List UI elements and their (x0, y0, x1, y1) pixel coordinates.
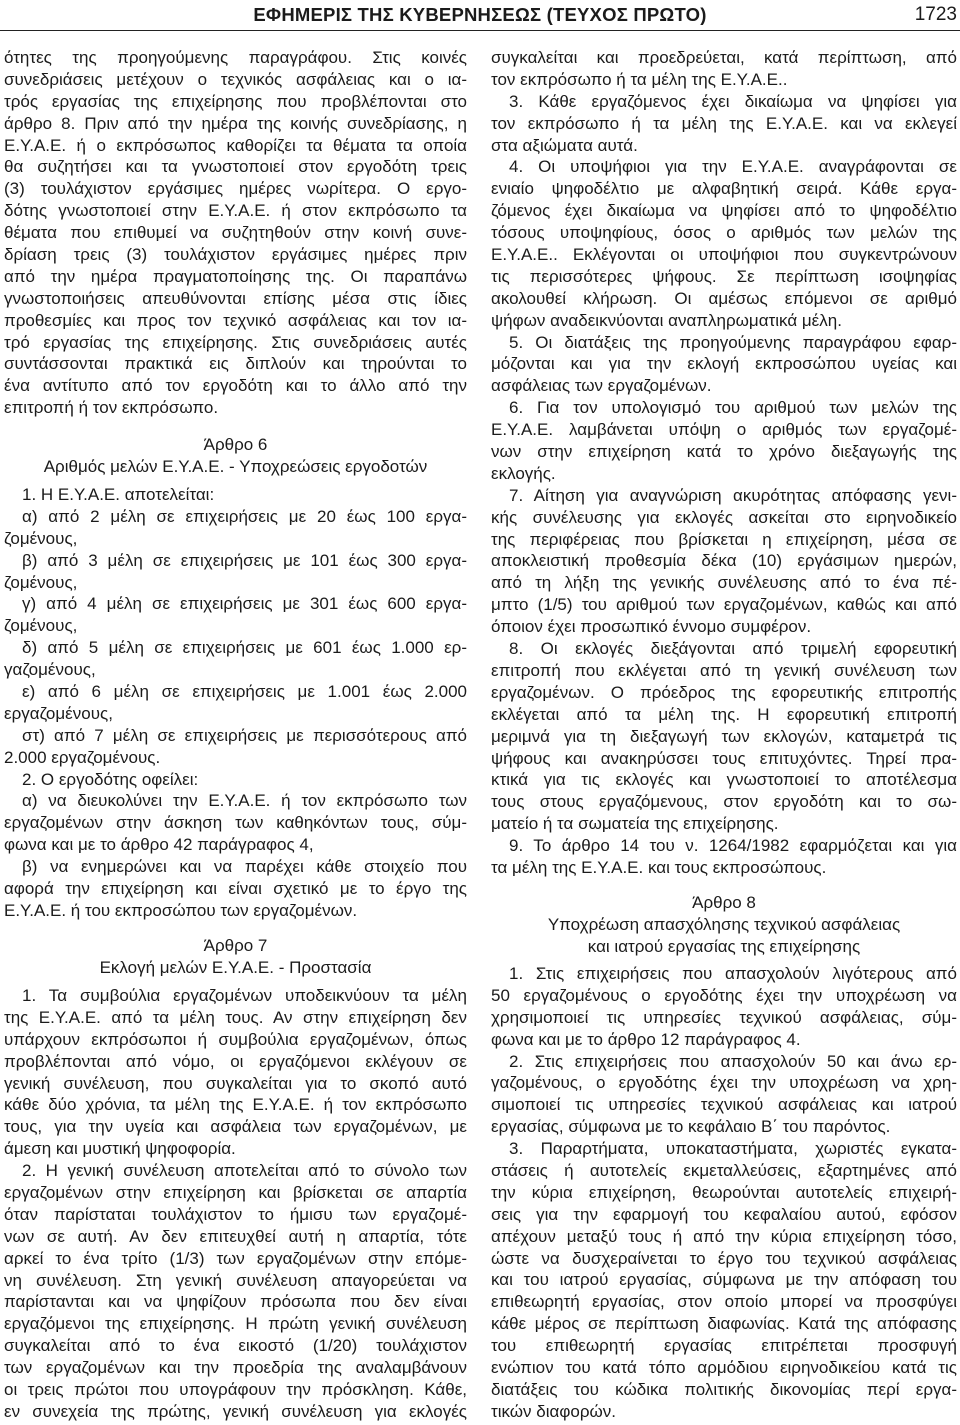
text-line: από τη λήξη της γενικής συνέλευσης από το ένα πέ- (491, 573, 957, 593)
text-line: εργαζομένους, (4, 703, 113, 723)
text-line: την κύρια επιχείρηση, θεωρούνται αυτοτελείς επιχειρή- (491, 1182, 957, 1202)
text-line: της Ε.Υ.Α.Ε. από τα μέλη τους. Αν στην επιχείρηση δεν (4, 1007, 467, 1027)
text-line: 50 εργαζομένους ο εργοδότης έχει την υποχρέωση να (491, 985, 957, 1005)
text-line: δ) από 5 μέλη σε επιχειρήσεις με 601 έως 1.000 ερ- (22, 638, 467, 658)
text-line: τικών διαφορών. (491, 1401, 616, 1421)
text-line: ζόμενος έχει δικαίωμα να ψηφίσει από το ψηφοδέλτιο (491, 201, 957, 221)
text-line: 1. Τα συμβούλια εργαζομένων υποδεικνύουν τα μέλη (22, 986, 467, 1005)
text-line: 5. Οι διατάξεις της προηγούμενης παραγράφου εφαρ- (509, 332, 957, 352)
text-line: τα μέλη της Ε.Υ.Α.Ε. και τους εκπροσώπους. (491, 857, 827, 877)
text-line: 2. Στις επιχειρήσεις που απασχολούν 50 και άνω ερ- (509, 1051, 957, 1071)
text-line: ώστε να δυσχεραίνεται το έργο του τεχνικού ασφάλειας (491, 1248, 957, 1268)
text-line: απέχουν μεταξύ τους ή από την κύρια επιχείρηση τόσο, (491, 1226, 957, 1246)
text-line: μπτο (1/5) του αριθμού των εργαζομένων, καθώς και από (491, 595, 957, 615)
text-line: Ε.Υ.Α.Ε. λαμβάνεται υπόψη ο αριθμός των εργαζομέ- (491, 420, 957, 440)
text-line: σιμοποιεί τις υπηρεσίες τεχνικού ασφάλειας και ιατρού (491, 1095, 957, 1115)
text-line: αποκλειστική προθεσμία δέκα (10) εργάσιμων ημερών, (491, 551, 957, 571)
text-line: συνεδριάσεις μετέχουν ο τεχνικός ασφάλειας και ο ια- (4, 69, 467, 89)
article-8-body (491, 963, 957, 1423)
text-line: εργασίας, σύμφωνα με το κεφάλαιο Β΄ του παρόντος. (491, 1117, 891, 1137)
article-7-heading: Άρθρο 7 (203, 936, 268, 955)
text-line: ενώπιον του κατά τόπο αρμόδιου ειρηνοδικείου κατά τις (491, 1358, 957, 1378)
text-line: 3. Κάθε εργαζόμενος έχει δικαίωμα να ψηφίσει για (509, 91, 957, 111)
text-line: 2.000 εργαζομένους. (4, 747, 161, 767)
text-line: εργαζομένων. Ο πρόεδρος της εφορευτικής επιτροπής (491, 682, 957, 702)
text-line: ε) από 6 μέλη σε επιχειρήσεις με 1.001 έως 2.000 (22, 682, 467, 702)
article-6-heading: Άρθρο 6 (203, 435, 268, 454)
text-line: ζομένους, (4, 616, 78, 636)
text-line: ματείο ή τα σωματεία της επιχείρησης. (491, 814, 779, 834)
text-line: 2. Ο εργοδότης οφείλει: (22, 769, 199, 789)
text-line: ασφάλειας των εργαζομένων. (491, 376, 712, 396)
article-6-title: Αριθμός μελών Ε.Υ.Α.Ε. - Υποχρεώσεις εργοδοτών (43, 456, 428, 476)
article-7-body (4, 985, 467, 1423)
text-line: δότης γνωστοποιεί στην Ε.Υ.Α.Ε. ή στον εκπρόσωπο τα (4, 201, 467, 221)
right-continuation-text (491, 47, 957, 879)
article-6-header (4, 434, 467, 478)
text-line: άμεση και μυστική ψηφοφορία. (4, 1139, 236, 1159)
text-line: ένα αντίτυπο από τον εργοδότη και το άλλο από την (4, 376, 467, 396)
article-8-header (491, 892, 957, 958)
text-line: κάθε δύο χρόνια, τα μέλη της Ε.Υ.Α.Ε. ή τον εκπρόσωπο (4, 1095, 467, 1115)
article-7-header (4, 935, 467, 979)
text-line: εργαζομένων στην άσκηση των καθηκόντων τους, σύμ- (4, 813, 467, 833)
text-line: ακολουθεί κλήρωση. Οι αμέσως επόμενοι σε αριθμό (491, 288, 957, 308)
text-line: άρθρο 8. Πριν από την ημέρα της κοινής συνεδρίασης, η (4, 113, 467, 133)
text-line: νη συνέλευση. Στη γενική συνέλευση απαγορεύεται να (4, 1270, 467, 1290)
text-line: του επιθεωρητή εργασίας επιτρέπεται προσφυγή (491, 1336, 957, 1356)
text-line: 4. Οι υποψήφιοι για την Ε.Υ.Α.Ε. αναγράφονται σε (509, 157, 957, 177)
text-line: κάθε μέρος σε περίπτωση διαφωνίας. Κατά της απόφασης (491, 1314, 957, 1334)
text-line: ψήφους και ανακηρύσσει τους επιτυχόντες. Τηρεί πρα- (491, 748, 957, 768)
text-line: 6. Για τον υπολογισμό του αριθμού των μελών της (509, 398, 957, 418)
text-line: Ε.Υ.Α.Ε. ή του εκπροσώπου των εργαζομένων. (4, 900, 358, 920)
text-line: επιτροπή που εκλέγεται από τη γενική συνέλευση των (491, 660, 957, 680)
text-line: β) από 3 μέλη σε επιχειρήσεις με 101 έως 300 εργα- (22, 550, 467, 570)
text-line: 9. Το άρθρο 14 του ν. 1264/1982 εφαρμόζεται και για (509, 836, 957, 856)
text-line: προθεσμίες και προς τον τεχνικό ασφάλειας και τον ια- (4, 310, 467, 330)
text-line: γενική συνέλευση, που συγκαλείται για το σκοπό αυτό (4, 1073, 467, 1093)
text-line: των εργαζομένων και την προεδρία της αναλαμβάνουν (4, 1358, 467, 1378)
text-line: (3) τουλάχιστον εργάσιμες ημέρες νωρίτερα. Ο εργο- (4, 179, 467, 199)
text-line: νων σε αυτή. Αν δεν επιτευχθεί αυτή η απαρτία, τότε (4, 1226, 467, 1246)
text-line: θα συζητήσει και τα γνωστοποιεί στον εργοδότη τρεις (4, 157, 467, 177)
text-line: όταν παρίσταται τουλάχιστον το ήμισυ των εργαζομέ- (4, 1204, 467, 1224)
left-continuation-text (4, 47, 467, 419)
page-number: 1723 (914, 4, 957, 25)
text-line: χρησιμοποιεί τις υπηρεσίες τεχνικού ασφάλειας, σύμ- (491, 1007, 957, 1027)
text-line: εργαζομένων στην επιχείρηση και βρίσκεται σε απαρτία (4, 1183, 467, 1203)
text-line: γαζομένους, (4, 660, 96, 680)
text-line: τον εκπρόσωπο ή τα μέλη της Ε.Υ.Α.Ε.. (491, 69, 788, 89)
text-line: 3. Παραρτήματα, υποκαταστήματα, χωριστές εγκατα- (509, 1139, 957, 1159)
text-line: αρκεί το ένα τρίτο (1/3) των εργαζομένων στην επόμε- (4, 1248, 467, 1268)
header-divider (0, 30, 960, 31)
text-line: τους στους εργαζόμενους, στον εργοδότη και το σω- (491, 792, 957, 812)
text-line: τόσους υποψηφίους, όσος ο αριθμός των μελών της (491, 223, 957, 243)
text-line: φωνα και με το άρθρο 12 παράγραφος 4. (491, 1029, 801, 1049)
text-line: στάσεις ή αυτοτελείς εκμεταλλεύσεις, εξαρτημένες από (491, 1161, 957, 1181)
text-line: από την ημέρα πραγματοποίησης της. Οι παραπάνω (4, 266, 467, 286)
text-line: της περιφέρειας που βρίσκεται η επιχείρηση, μέσα σε (491, 529, 957, 549)
text-line: συγκαλείται από το ένα εικοστό (1/20) τουλάχιστον (4, 1336, 467, 1356)
text-line: νων στην επιχείρηση κατά το χρόνο διεξαγωγής της (491, 442, 957, 462)
gazette-header-title: ΕΦΗΜΕΡΙΣ ΤΗΣ ΚΥΒΕΡΝΗΣΕΩΣ (ΤΕΥΧΟΣ ΠΡΩΤΟ) (253, 4, 707, 25)
text-line: συντάσσονται πρακτικά εις διπλούν και τηρούνται το (4, 354, 467, 374)
text-line: ψήφων αναδεικνύονται αναπληρωματικά μέλη. (491, 310, 842, 330)
text-line: σεις για την εφαρμογή του κεφαλαίου αυτού, εφόσον (491, 1204, 957, 1224)
text-line: επιτροπή ή τον εκπρόσωπο. (4, 398, 219, 418)
text-line: αφορά την επιχείρηση και είναι σχετικό με το έργο της (4, 879, 467, 899)
text-line: φωνα και με το άρθρο 42 παράγραφος 4, (4, 835, 314, 855)
text-line: εκλογής. (491, 463, 556, 483)
text-line: γνωστοποιήσεις απευθύνονται επίσης μέσα στις ίδιες (4, 288, 467, 308)
text-line: ζομένους, (4, 572, 78, 592)
text-line: τις περισσότερες ψήφους. Σε περίπτωση ισοψηφίας (491, 266, 957, 286)
text-line: παρίστανται και να ψηφίζουν πρόσωπα που δεν είναι (4, 1292, 467, 1312)
text-line: κής συνέλευσης για εκλογές ασκείται στο ειρηνοδικείο (491, 507, 957, 527)
text-line: όποιον έχει προσωπικό έννομο συμφέρον. (491, 617, 812, 637)
text-line: τρό εργασίας της επιχείρησης. Στις συνεδριάσεις αυτές (4, 332, 467, 352)
article-7-title: Εκλογή μελών Ε.Υ.Α.Ε. - Προστασία (99, 957, 372, 977)
text-line: εκλέγεται από τα μέλη της. Η εφορευτική επιτροπή (491, 704, 957, 724)
text-line: προβλέπονται από νόμο, οι εργαζόμενοι εκλέγουν σε (4, 1051, 467, 1071)
text-line: Ε.Υ.Α.Ε.. Εκλέγονται οι υποψήφιοι που συγκεντρώνουν (491, 245, 957, 265)
text-line: επιθεωρητή εργασίας, στον οποίο μπορεί να προσφύγει (491, 1292, 957, 1312)
text-line: εν συνεχεία της πρώτης, γενική συνέλευση για εκλογές (4, 1401, 467, 1421)
text-line: ζομένους, (4, 528, 78, 548)
text-line: και του ιατρού εργασίας, σύμφωνα με την απόφαση του (491, 1270, 957, 1290)
text-line: εργαζόμενοι της επιχείρησης. Η πρώτη γενική συνέλευση (4, 1314, 467, 1334)
text-line: διατάξεις του κώδικα πολιτικής δικονομίας περί εργα- (491, 1379, 957, 1399)
text-line: τον εκπρόσωπο ή τα μέλη της Ε.Υ.Α.Ε. και να εκλεγεί (491, 113, 957, 133)
text-line: στα αξιώματα αυτά. (491, 135, 638, 155)
text-line: γαζομένους, ο εργοδότης έχει την υποχρέωση να χρη- (491, 1073, 957, 1093)
text-line: γ) από 4 μέλη σε επιχειρήσεις με 301 έως 600 εργα- (22, 594, 467, 614)
text-line: κτικά για τις εκλογές και γνωστοποιεί το αποτέλεσμα (491, 770, 957, 790)
text-line: οι τρεις πρώτοι που υπογράφουν την πρόσκληση. Κάθε, (4, 1380, 467, 1400)
text-line: ότητες της προηγούμενης παραγράφου. Στις κοινές (4, 48, 467, 67)
article-8-title: και ιατρού εργασίας της επιχείρησης (587, 936, 861, 956)
text-line: δρίαση τρεις (3) τουλάχιστον εργάσιμες ημέρες πριν (4, 245, 467, 265)
text-line: μεριμνά για τη διεξαγωγή των εκλογών, καταμετρά τις (491, 726, 957, 746)
text-line: υπάρχουν εκπρόσωποι ή συμβούλια εργαζομένων, όπως (4, 1029, 467, 1049)
text-line: τους, για την υγεία και ασφάλεια των εργαζομένων, με (4, 1117, 467, 1137)
article-8-heading: Άρθρο 8 (692, 893, 756, 912)
text-line: θέματα που επιθυμεί να συζητηθούν στην κοινή συνε- (4, 223, 467, 243)
text-line: ενιαίο ψηφοδέλτιο με αλφαβητική σειρά. Κάθε εργα- (491, 179, 957, 199)
text-line: 2. Η γενική συνέλευση αποτελείται από το σύνολο των (22, 1161, 467, 1181)
text-line: 1. Η Ε.Υ.Α.Ε. αποτελείται: (22, 485, 215, 504)
text-line: τρός εργασίας της επιχείρησης που προβλέπονται στο (4, 91, 467, 111)
text-line: 7. Αίτηση για αναγνώριση ακυρότητας απόφασης γενι- (509, 485, 957, 505)
text-line: α) να διευκολύνει την Ε.Υ.Α.Ε. ή τον εκπρόσωπο των (22, 791, 467, 811)
text-line: συγκαλείται και προεδρεύεται, κατά περίπτωση, από (491, 48, 957, 67)
text-line: στ) από 7 μέλη σε επιχειρήσεις με περισσότερους από (22, 725, 467, 745)
text-line: Ε.Υ.Α.Ε. ή ο εκπρόσωπος καθορίζει τα θέματα τα οποία (4, 135, 467, 155)
article-8-title: Υποχρέωση απασχόλησης τεχνικού ασφάλειας (547, 914, 901, 934)
text-line: α) από 2 μέλη σε επιχειρήσεις με 20 έως 100 εργα- (22, 506, 467, 526)
text-line: 8. Οι εκλογές διεξάγονται από τριμελή εφορευτική (509, 639, 957, 659)
text-line: μόζονται και για την εκλογή εκπροσώπου υγείας και (491, 354, 957, 374)
text-line: 1. Στις επιχειρήσεις που απασχολούν λιγότερους από (509, 964, 957, 983)
article-6-body (4, 484, 467, 922)
text-line: β) να ενημερώνει και να παρέχει κάθε στοιχείο που (22, 857, 467, 877)
